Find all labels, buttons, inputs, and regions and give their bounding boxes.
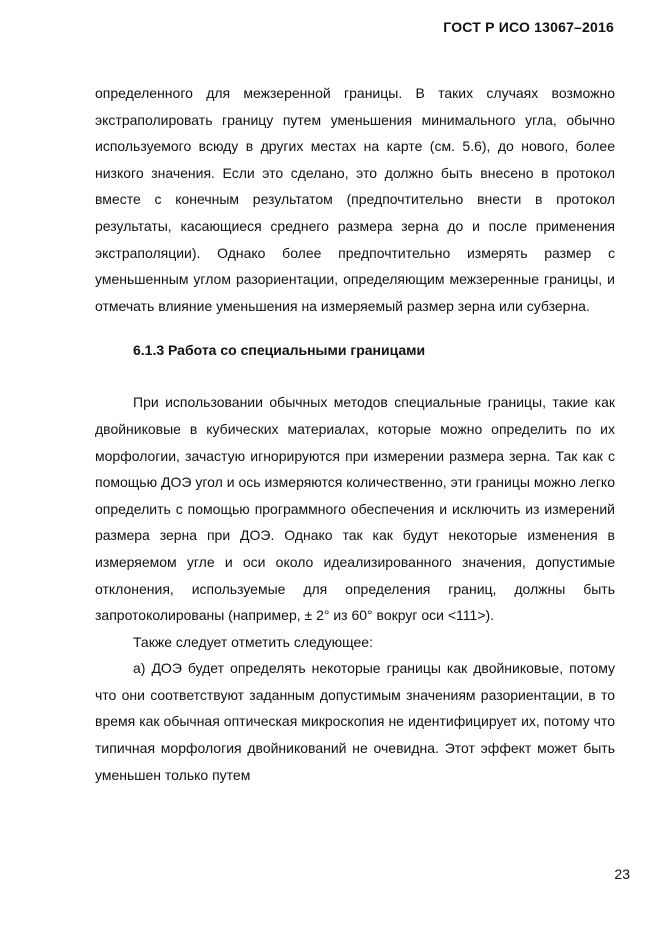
paragraph-note-intro: Также следует отметить следующее: — [133, 633, 373, 650]
document-code-header: ГОСТ Р ИСО 13067–2016 — [443, 19, 614, 35]
section-heading: 6.1.3 Работа со специальными границами — [133, 342, 426, 359]
paragraph-continuation: определенного для межзеренной границы. В таких случаях возможно экстраполировать границу путем уменьшения минимального угла, обычно используемого всюду в других местах на карте (см. 5.6), до нового, более низкого значения. Если это сделано, это должно быть внесено в протокол вместе с конечным результатом (предпочтительно внести в протокол результаты, касающиеся среднего размера зерна до и после применения экстраполяции). Однако более предпочтительно измерять размер с уменьшенным углом разориентации, определяющим межзеренные границы, и отмечать влияние уменьшения на измеряемый размер зерна или субзерна. — [95, 85, 615, 314]
page-number: 23 — [614, 866, 630, 882]
list-item-a: а) ДОЭ будет определять некоторые границы как двойниковые, потому что они соответствуют заданным допустимым значениям разориентации, в то время как обычная оптическая микроскопия не идентифицирует их, потому что типичная морфология двойникований не очевидна. Этот эффект может быть уменьшен только путем — [95, 660, 615, 783]
paragraph-special-boundaries: При использовании обычных методов специальные границы, такие как двойниковые в кубических материалах, которые можно определить по их морфологии, зачастую игнорируются при измерении размера зерна. Так как с помощью ДОЭ угол и ось измеряются количественно, эти границы можно легко определить с помощью программного обеспечения и исключить из измерений размера зерна при ДОЭ. Однако так как будут некоторые изменения в измеряемом угле и оси около идеализированного значения, допустимые отклонения, используемые для определения границ, должны быть запротоколированы (например, ± 2° из 60° вокруг оси <111>). — [95, 394, 615, 624]
document-body — [95, 80, 615, 788]
